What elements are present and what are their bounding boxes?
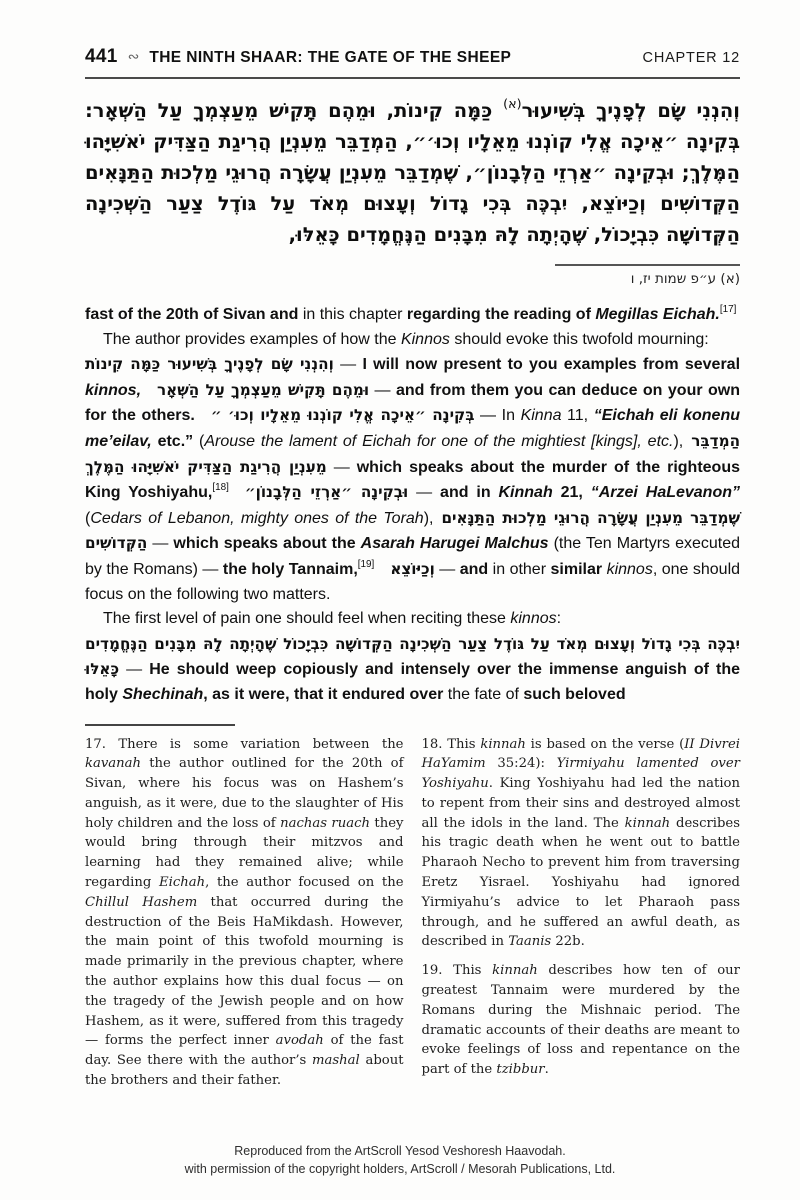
text-run: which speaks about the murder of the righteous King Yoshiyahu, (85, 458, 741, 502)
text-run: Chillul Hashem (85, 894, 198, 910)
text-run: — (326, 458, 357, 476)
text-run: which speaks about the (173, 535, 361, 553)
text-run: avodah (275, 1033, 324, 1049)
text-run: — (147, 535, 174, 553)
text-run: in other (488, 560, 551, 578)
footnote-17 (85, 735, 404, 1091)
text-run: — (408, 484, 441, 502)
text-run: The first level of pain one should feel when reciting these (103, 610, 511, 628)
text-run: kinnah (624, 815, 671, 831)
hebrew-phrase: וְהִנְנִי שָׂם לְפָנֶיךָ בְּשִׁיעוּר (521, 99, 740, 122)
body-paragraph-first-level (85, 607, 740, 632)
text-run: should evoke this twofold mourning: (449, 330, 709, 348)
hebrew-phrase: וּבְקִינָה ״אַרְזֵי הַלְּבָנוֹן״ (244, 483, 409, 502)
text-run: He should weep copiously and intensely over the immense anguish of the holy (85, 661, 741, 703)
text-run: Yirmiyahu lamented over Yoshiyahu (421, 756, 740, 792)
text-run: and in (440, 484, 499, 502)
footnote-marker: [17] (719, 303, 737, 315)
text-run (229, 484, 245, 501)
text-run: Cedars of Lebanon, mighty ones of the Torah (90, 509, 424, 527)
text-run: I will now present to you examples from several (362, 356, 741, 374)
english-body (85, 303, 740, 708)
footnotes-divider-rule (85, 724, 235, 726)
text-run: the author outlined for the 20th of Sivan, where his focus was on Hashem’s anguish, as it were, due to the slaughter of His holy children and the loss of (85, 756, 404, 831)
text-run: in this chapter (302, 306, 407, 323)
text-run: 18. This (421, 736, 481, 752)
text-run: — (119, 661, 150, 679)
hebrew-footnote: (א) ע״פ שמות יז, ו (630, 271, 740, 287)
section-title: THE NINTH SHAAR: THE GATE OF THE SHEEP (149, 49, 512, 66)
text-run: Asarah Harugei Malchus (360, 535, 549, 553)
hebrew-phrase: וְכַיּוֹצֵא (390, 559, 435, 578)
text-run: 19. This (421, 963, 493, 979)
text-run: about the brothers and their father. (85, 1053, 404, 1089)
text-run: , as it were, that it endured over (203, 685, 448, 703)
footnote-18 (422, 735, 741, 953)
text-run: ( (85, 509, 91, 527)
text-run: . (544, 1062, 549, 1078)
body-paragraph-weep (85, 632, 740, 708)
hebrew-phrase: הַמְדַבֵּר מֵעִנְיַן הֲרִיגַת הַצַּדִּיק יֹאשִׁיָּהוּ הַמֶּלֶךְ (85, 431, 741, 476)
text-run: 17. There is some variation between the (85, 736, 404, 752)
footnote-marker: [18] (212, 481, 229, 493)
text-run: , the author focused on the (205, 875, 404, 891)
hebrew-phrase: וּמֵהֶם תָּקִישׁ מֵעַצְמְךָ עַל הַשְּׁאָר (157, 380, 370, 399)
text-run: Kinna (520, 407, 562, 425)
body-paragraph-intro (85, 328, 740, 353)
text-run: kinnos (510, 610, 557, 628)
page-footer (0, 1142, 800, 1178)
footer-line2: with permission of the copyright holders, ArtScroll / Mesorah Publications, Ltd. (184, 1162, 616, 1176)
text-run: 22b. (551, 934, 585, 950)
text-run: kavanah (85, 756, 142, 772)
hebrew-phrase: יִבְכֶּה בְּכִי גָדוֹל וְעָצוּם מְאֹד עַל גּוֹדֶל צַעַר הַשְּׁכִינָה הַקְּדוֹשָׁה כִּבְיָכוֹל שֶׁהָיְתָה לָהּ מִבָּנִים הַנֶּחֱמָדִים כָּאֵלּוּ (85, 634, 740, 679)
text-run: Arouse the lament of Eichah for one of the mightiest [kings], etc. (204, 432, 674, 450)
text-run: ( (193, 432, 205, 450)
text-run: is based on the verse ( (525, 736, 685, 752)
header-left (85, 46, 511, 68)
body-paragraph-continuation (85, 303, 740, 328)
text-run: — (434, 560, 460, 578)
hebrew-text-block (85, 95, 740, 250)
text-run: II Divrei HaYamim (421, 736, 740, 772)
text-run: ), (423, 509, 442, 527)
chapter-label: CHAPTER 12 (642, 50, 740, 66)
text-run: Shechinah (122, 685, 204, 703)
text-run: Taanis (508, 934, 552, 950)
body-paragraph-translation (85, 352, 740, 607)
text-run: kinnah (480, 736, 526, 752)
text-run: regarding the reading of (406, 306, 596, 323)
text-run: — (333, 356, 363, 374)
header-rule (85, 77, 740, 79)
text-run: “Eichah eli konenu me’eilav, (85, 407, 740, 450)
text-run: fast of the 20th of Sivan and (85, 306, 303, 323)
text-run: describes his tragic death when he went out to battle Pharaoh Necho to prevent him from traversing Eretz Yisrael. Yoshiyahu had ignored Yirmiyahu’s advice to let Pharaoh pass through, and he suffered an awful death, as described in (421, 815, 740, 950)
page-header (85, 46, 740, 68)
text-run: “Arzei HaLevanon” (590, 484, 741, 502)
text-run: The author provides examples of how the (103, 330, 401, 348)
text-run: the fate of (447, 685, 524, 703)
text-run: . King Yoshiyahu had led the nation to repent from their sins and destroyed almost all the idols in the land. The (421, 776, 740, 831)
text-run: 35:24): (485, 756, 557, 772)
text-run: 11, (561, 407, 594, 425)
hebrew-phrase: שֶׁמְדַבֵּר מֵעִנְיַן עֲשָׂרָה הֲרוּגֵי מַלְכוּת הַתַּנָּאִים הַקְּדוֹשִׁים (85, 508, 740, 553)
text-run: Kinnah (498, 484, 553, 502)
text-run: the holy Tannaim, (222, 560, 358, 578)
text-run: kinnos (606, 560, 653, 578)
text-run: kinnah (492, 963, 538, 979)
text-run: — In (474, 407, 521, 425)
footnote-column-left (85, 735, 404, 1100)
text-run: tzibbur (496, 1062, 545, 1078)
text-run: kinnos, (85, 381, 142, 399)
footnotes-section (85, 735, 740, 1100)
hebrew-phrase: כַּמָּה קִינוֹת, וּמֵהֶם תָּקִישׁ מֵעַצְמְךָ עַל הַשְּׁאָר: בְּקִינָה ״אֵיכָה אֱלִי קוֹנְנוּ מֵאֵלָיו וְכוּ׳״, הַמְדַבֵּר מֵעִנְיַן הֲרִיגַת הַצַּדִּיק יֹאשִׁיָּהוּ הַמֶּלֶךְ; וּבְקִינָה ״אַרְזֵי הַלְּבָנוֹן״, שֶׁמְדַבֵּר מֵעִנְיַן עֲשָׂרָה הֲרוּגֵי מַלְכוּת הַתַּנָּאִים הַקְּדוֹשִׁים וְכַיּוֹצֵא, יִבְכֶּה בְּכִי גָדוֹל וְעָצוּם מְאֹד עַל גּוֹדֶל צַעַר הַשְּׁכִינָה הַקְּדוֹשָׁה כִּבְיָכוֹל, שֶׁהָיְתָה לָהּ מִבָּנִים הַנֶּחֱמָדִים כָּאֵלּוּ, (85, 99, 740, 246)
text-run: (the Ten Martyrs executed by the Romans) — (85, 535, 740, 578)
text-run: : (556, 610, 562, 628)
footnote-19 (422, 961, 741, 1080)
text-run: Megillas Eichah. (595, 306, 720, 323)
text-run: , one should focus on the following two matters. (85, 560, 741, 603)
swash-ornament-icon: ∾ (127, 48, 140, 64)
text-run: describes how ten of our greatest Tannaim were murdered by the Romans during the Mishnaic period. The dramatic accounts of their deaths are meant to evoke feelings of loss and repentance on the part of the (421, 963, 740, 1078)
text-run: Eichah (159, 875, 206, 891)
text-run: ), (673, 432, 692, 450)
hebrew-phrase: בְּקִינָה ״אֵיכָה אֱלִי קוֹנְנוּ מֵאֵלָיו וְכוּ׳ ״ (210, 406, 475, 425)
text-run: etc.” (151, 432, 194, 450)
text-run: Kinnos (400, 330, 450, 348)
text-run: mashal (312, 1053, 360, 1069)
text-run: similar (550, 560, 603, 578)
text-run: they would bring through their mitzvos and learning had they remained alive; while regarding (85, 815, 404, 891)
text-run: 21, (552, 484, 591, 502)
text-run: — (369, 381, 396, 399)
text-run (141, 382, 157, 399)
text-run: nachas ruach (280, 815, 370, 831)
hebrew-footnote-rule (555, 264, 740, 266)
footnote-marker: [19] (357, 558, 375, 570)
footnote-marker: (א) (503, 96, 522, 112)
hebrew-phrase: וְהִנְנִי שָׂם לְפָנֶיךָ בְּשִׁיעוּר כַּמָּה קִינוֹת (85, 355, 334, 374)
text-run: and (459, 560, 489, 578)
text-run: and from them you can deduce on your own for the others. (85, 381, 741, 425)
text-run: that occurred during the destruction of the Beis HaMikdash. However, the main point of this twofold mourning is made primarily in the previous chapter, where the author explains how this dual focus — on the tragedy of the Jewish people and on how Hashem, as it were, suffered from this tragedy — forms the perfect inner (85, 894, 404, 1049)
text-run (195, 407, 211, 424)
text-run: of the fast day. See there with the author’s (85, 1033, 404, 1069)
text-run: such beloved (523, 685, 626, 703)
page-number: 441 (85, 46, 118, 67)
footnote-column-right (422, 735, 741, 1100)
text-run (374, 561, 390, 578)
footer-line1: Reproduced from the ArtScroll Yesod Veshoresh Haavodah. (234, 1144, 566, 1158)
